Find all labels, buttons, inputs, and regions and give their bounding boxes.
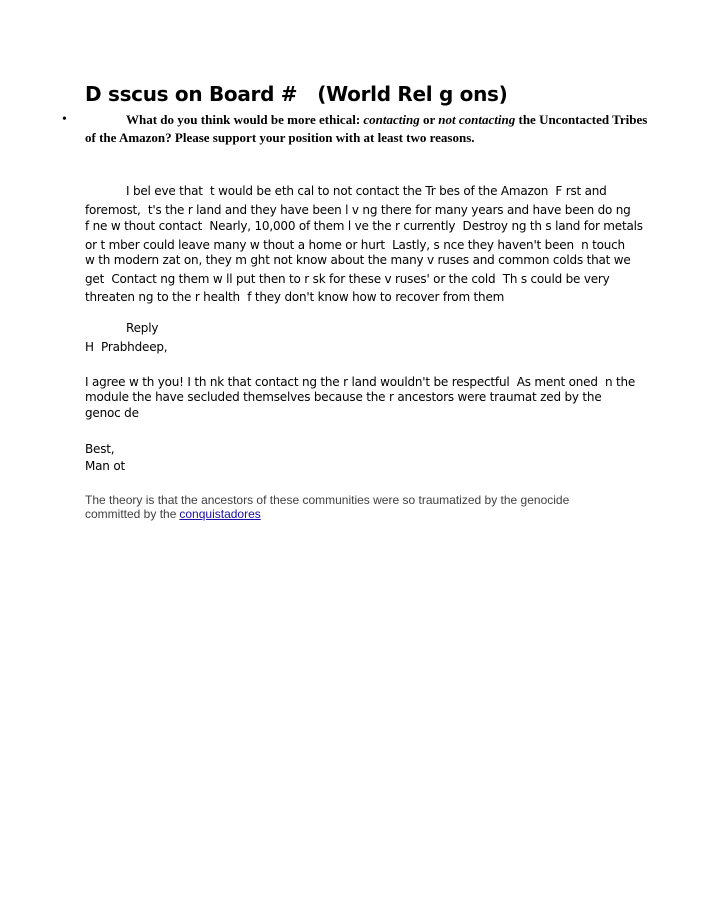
reply-line: I agree w th you! I th nk that contact ng the r land wouldn't be respectful As ment oned n the — [85, 375, 636, 389]
post-line: threaten ng to the r health f they don't know how to recover from them — [85, 290, 505, 304]
page-title: D sscus on Board # (World Rel g ons) — [85, 82, 508, 106]
reply-signoff: Best, — [85, 442, 115, 456]
reply-line: genoc de — [85, 406, 139, 420]
reply-greeting: H Prabhdeep, — [85, 340, 168, 354]
question-part1: What do you think would be more ethical: — [126, 112, 364, 127]
footnote-comment — [85, 493, 605, 521]
post-line: or t mber could leave many w thout a home or hurt Lastly, s nce they haven't been n touch — [85, 238, 625, 252]
question-option-contacting: contacting — [363, 112, 420, 127]
reply-signature: Man ot — [85, 459, 125, 473]
question-or: or — [419, 112, 439, 127]
question-part2: the Uncontacted Tribes of the Amazon? Please support your position with at least two reasons. — [85, 112, 648, 145]
conquistadores-link[interactable]: conquistadores — [179, 507, 261, 521]
question-option-not-contacting: not contacting — [438, 112, 516, 127]
post-line: get Contact ng them w ll put then to r sk for these v ruses' or the cold Th s could be very — [85, 272, 610, 286]
post-line: I bel eve that t would be eth cal to not contact the Tr bes of the Amazon F rst and — [126, 184, 607, 198]
post-line: f ne w thout contact Nearly, 10,000 of them l ve the r currently Destroy ng th s land for metals — [85, 219, 643, 233]
reply-label[interactable]: Reply — [126, 321, 159, 335]
reply-line: module the have secluded themselves because the r ancestors were traumat zed by the — [85, 390, 602, 404]
post-line: foremost, t's the r land and they have been l v ng there for many years and have been do ng — [85, 203, 631, 217]
post-line: w th modern zat on, they m ght not know about the many v ruses and common colds that we — [85, 253, 631, 267]
discussion-question — [85, 111, 655, 147]
footnote-text: The theory is that the ancestors of these communities were so traumatized by the genocide committed by the — [85, 493, 570, 521]
bullet-marker: • — [62, 112, 67, 127]
